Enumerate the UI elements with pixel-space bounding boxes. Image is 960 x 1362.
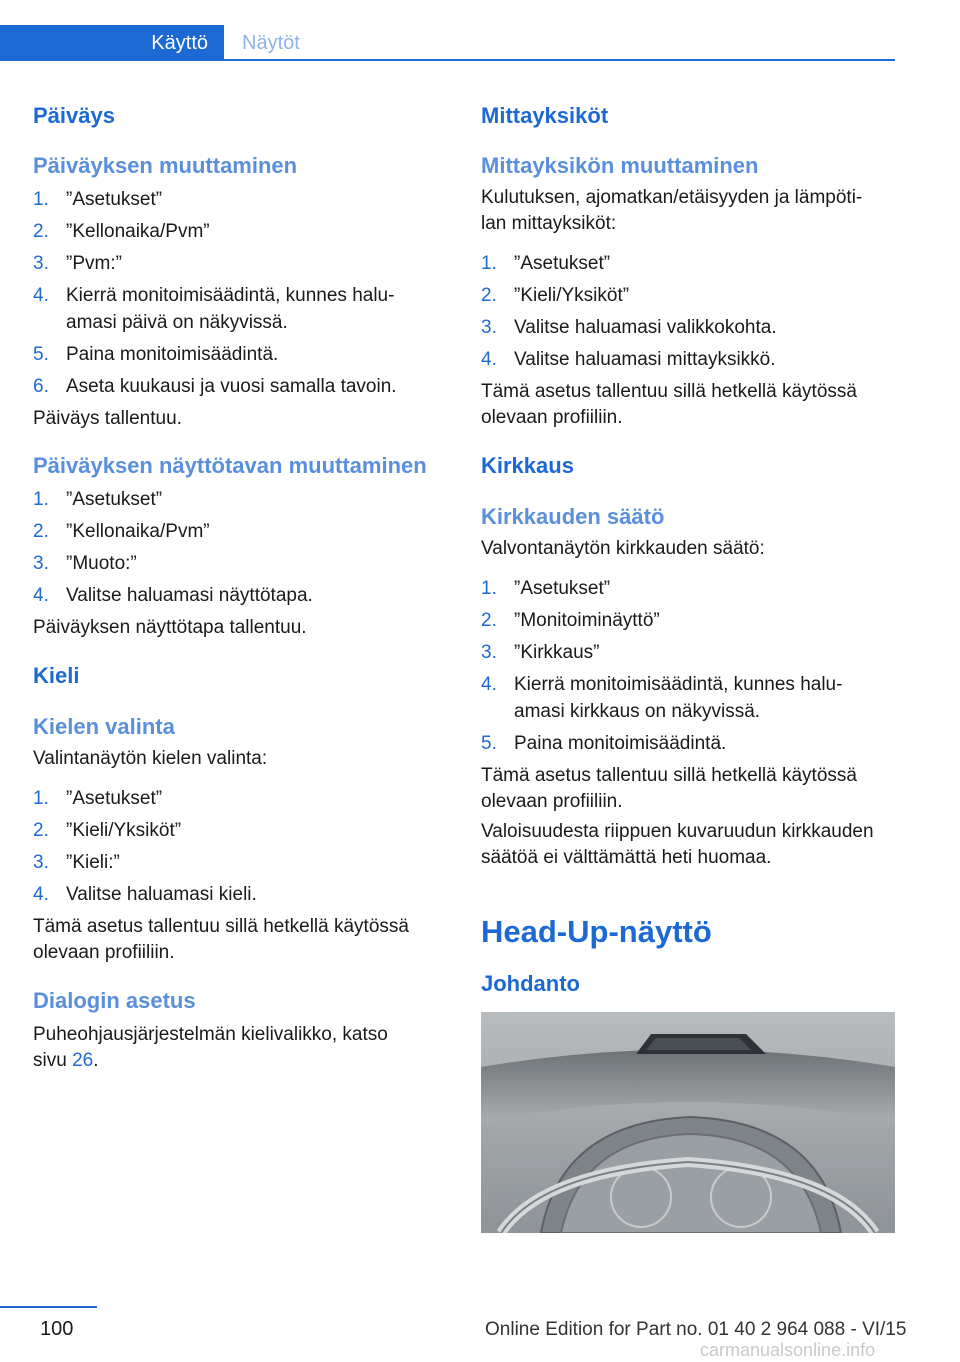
tab-underline <box>224 59 895 61</box>
list-number: 4. <box>481 674 497 695</box>
subsection-title-language-select: Kielen valinta <box>33 714 175 739</box>
paragraph: olevaan profiiliin. <box>481 407 623 428</box>
list-text: ”Kellonaika/Pvm” <box>66 221 210 242</box>
list-text: ”Asetukset” <box>514 578 611 599</box>
paragraph: Tämä asetus tallentuu sillä hetkellä käytössä <box>481 381 857 402</box>
paragraph: Valoisuudesta riippuen kuvaruudun kirkkauden <box>481 821 874 842</box>
edition-info: Online Edition for Part no. 01 40 2 964 088 - VI/15 <box>485 1319 907 1340</box>
section-title-brightness: Kirkkaus <box>481 453 574 478</box>
paragraph: Tämä asetus tallentuu sillä hetkellä käytössä <box>33 916 409 937</box>
list-text: ”Asetukset” <box>66 489 163 510</box>
list-text: Aseta kuukausi ja vuosi samalla tavoin. <box>66 376 397 397</box>
list-text: ”Pvm:” <box>66 253 122 274</box>
subsection-title-brightness-adjust: Kirkkauden säätö <box>481 504 665 529</box>
list-number: 5. <box>33 344 49 365</box>
hud-illustration <box>481 1012 895 1233</box>
tab-kaytto[interactable]: Käyttö <box>0 25 224 61</box>
subsection-title-dialog: Dialogin asetus <box>33 988 196 1013</box>
list-number: 2. <box>33 221 49 242</box>
page-number: 100 <box>40 1318 74 1340</box>
list-text: ”Muoto:” <box>66 553 137 574</box>
list-number: 4. <box>33 884 49 905</box>
list-text: amasi päivä on näkyvissä. <box>66 312 288 333</box>
list-text: Kierrä monitoimisäädintä, kunnes halu- <box>66 285 395 306</box>
list-number: 1. <box>33 189 49 210</box>
list-number: 1. <box>33 788 49 809</box>
list-text: Valitse haluamasi näyttötapa. <box>66 585 313 606</box>
list-number: 2. <box>481 285 497 306</box>
list-number: 2. <box>33 521 49 542</box>
list-number: 1. <box>481 578 497 599</box>
paragraph: Valvontanäytön kirkkauden säätö: <box>481 538 765 559</box>
text: sivu <box>33 1050 73 1071</box>
paragraph: lan mittayksiköt: <box>481 213 617 234</box>
list-number: 2. <box>481 610 497 631</box>
chapter-title-hud: Head-Up-näyttö <box>481 914 712 949</box>
list-number: 3. <box>481 642 497 663</box>
list-number: 4. <box>33 585 49 606</box>
subsection-title-date-change: Päiväyksen muuttaminen <box>33 153 298 178</box>
paragraph: Tämä asetus tallentuu sillä hetkellä käytössä <box>481 765 857 786</box>
paragraph: Päiväys tallentuu. <box>33 408 182 429</box>
section-title-intro: Johdanto <box>481 971 580 996</box>
list-text: Valitse haluamasi valikkokohta. <box>514 317 777 338</box>
list-text: ”Kirkkaus” <box>514 642 600 663</box>
list-text: ”Monitoiminäyttö” <box>514 610 660 631</box>
list-number: 1. <box>481 253 497 274</box>
paragraph <box>33 1046 99 1075</box>
list-text: ”Kieli/Yksiköt” <box>514 285 630 306</box>
subsection-title-date-format: Päiväyksen näyttötavan muuttaminen <box>33 453 427 478</box>
list-number: 3. <box>33 553 49 574</box>
list-text: Paina monitoimisäädintä. <box>514 733 727 754</box>
list-text: Valitse haluamasi kieli. <box>66 884 257 905</box>
list-text: ”Kieli:” <box>66 852 120 873</box>
list-text: ”Asetukset” <box>66 189 163 210</box>
chapter-tabs <box>0 25 895 61</box>
list-text: Paina monitoimisäädintä. <box>66 344 279 365</box>
page-number-rule <box>0 1306 97 1308</box>
paragraph: säätöä ei välttämättä heti huomaa. <box>481 847 772 868</box>
list-text: ”Asetukset” <box>66 788 163 809</box>
section-title-date: Päiväys <box>33 103 115 128</box>
list-number: 4. <box>481 349 497 370</box>
dashboard-illustration-icon <box>481 1012 895 1233</box>
list-number: 1. <box>33 489 49 510</box>
list-text: ”Asetukset” <box>514 253 611 274</box>
list-text: Kierrä monitoimisäädintä, kunnes halu- <box>514 674 843 695</box>
list-text: ”Kellonaika/Pvm” <box>66 521 210 542</box>
paragraph: Puheohjausjärjestelmän kielivalikko, katso <box>33 1024 388 1045</box>
tab-naytot[interactable]: Näytöt <box>242 32 300 54</box>
paragraph: Kulutuksen, ajomatkan/etäisyyden ja lämpöti- <box>481 187 863 208</box>
list-number: 6. <box>33 376 49 397</box>
list-number: 3. <box>481 317 497 338</box>
list-number: 3. <box>33 253 49 274</box>
section-title-language: Kieli <box>33 663 80 688</box>
list-number: 4. <box>33 285 49 306</box>
subsection-title-units-change: Mittayksikön muuttaminen <box>481 153 759 178</box>
paragraph: Päiväyksen näyttötapa tallentuu. <box>33 617 307 638</box>
list-text: amasi kirkkaus on näkyvissä. <box>514 701 761 722</box>
paragraph: olevaan profiiliin. <box>33 942 175 963</box>
list-number: 2. <box>33 820 49 841</box>
text: . <box>93 1050 99 1071</box>
list-number: 5. <box>481 733 497 754</box>
list-text: Valitse haluamasi mittayksikkö. <box>514 349 776 370</box>
paragraph: olevaan profiiliin. <box>481 791 623 812</box>
page-link[interactable]: 26 <box>72 1050 94 1071</box>
paragraph: Valintanäytön kielen valinta: <box>33 748 268 769</box>
watermark: carmanualsonline.info <box>700 1340 876 1360</box>
list-number: 3. <box>33 852 49 873</box>
section-title-units: Mittayksiköt <box>481 103 609 128</box>
list-text: ”Kieli/Yksiköt” <box>66 820 182 841</box>
